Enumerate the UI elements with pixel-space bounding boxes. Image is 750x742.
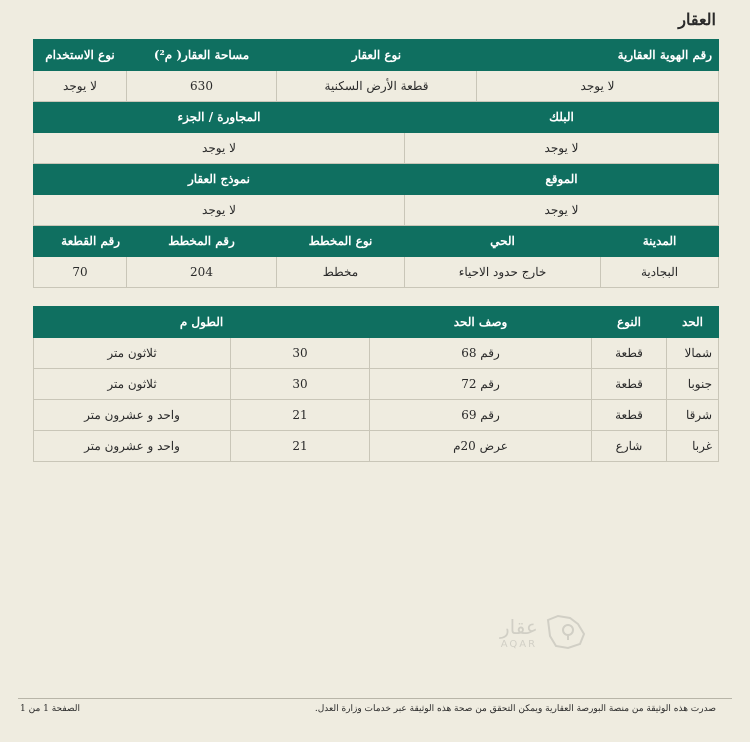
header-area: مساحة العقار( م²) xyxy=(127,40,277,71)
value-plan-type: مخطط xyxy=(277,257,405,288)
boundary-length: 21 xyxy=(231,431,370,462)
header-city: المدينة xyxy=(601,226,719,257)
boundary-length-text: واحد و عشرون متر xyxy=(34,431,231,462)
table-row xyxy=(34,369,719,400)
value-property-id: لا يوجد xyxy=(477,71,719,102)
table-row xyxy=(34,431,719,462)
watermark-english: AQAR xyxy=(500,638,538,650)
watermark-arabic: عقار xyxy=(500,614,538,639)
value-neighborhood-part: لا يوجد xyxy=(34,133,405,164)
header-property-type: نوع العقار xyxy=(277,40,477,71)
page-number: الصفحة 1 من 1 xyxy=(20,704,80,714)
property-table xyxy=(33,39,719,288)
value-property-type: قطعة الأرض السكنية xyxy=(277,71,477,102)
value-property-model: لا يوجد xyxy=(34,195,405,226)
boundary-length-text: ثلاثون متر xyxy=(34,338,231,369)
header-boundary-type: النوع xyxy=(592,307,667,338)
boundary-desc: رقم 69 xyxy=(370,400,592,431)
boundary-length-text: ثلاثون متر xyxy=(34,369,231,400)
header-location: الموقع xyxy=(405,164,719,195)
boundary-desc: رقم 68 xyxy=(370,338,592,369)
saudi-map-pin-icon xyxy=(544,612,588,652)
boundary-type: قطعة xyxy=(592,338,667,369)
header-boundary-desc: وصف الحد xyxy=(370,307,592,338)
value-district: خارج حدود الاحياء xyxy=(405,257,601,288)
boundary-type: قطعة xyxy=(592,400,667,431)
page-title: العقار xyxy=(678,10,716,29)
boundary-side: غربا xyxy=(667,431,719,462)
boundaries-table xyxy=(33,306,719,462)
header-boundary: الحد xyxy=(667,307,719,338)
boundary-desc: عرض 20م xyxy=(370,431,592,462)
footer-divider xyxy=(18,698,732,699)
boundary-side: جنوبا xyxy=(667,369,719,400)
value-plan-number: 204 xyxy=(127,257,277,288)
value-usage-type: لا يوجد xyxy=(34,71,127,102)
header-plot-number: رقم القطعة xyxy=(34,226,127,257)
aqar-watermark xyxy=(500,612,588,652)
value-block: لا يوجد xyxy=(405,133,719,164)
table-row xyxy=(34,338,719,369)
header-district: الحي xyxy=(405,226,601,257)
header-block: البلك xyxy=(405,102,719,133)
header-property-id: رقم الهوية العقارية xyxy=(477,40,719,71)
value-area: 630 xyxy=(127,71,277,102)
boundary-side: شمالا xyxy=(667,338,719,369)
header-plan-number: رقم المخطط xyxy=(127,226,277,257)
value-city: البجادية xyxy=(601,257,719,288)
boundary-desc: رقم 72 xyxy=(370,369,592,400)
header-plan-type: نوع المخطط xyxy=(277,226,405,257)
boundary-side: شرقا xyxy=(667,400,719,431)
footer-note: صدرت هذه الوثيقة من منصة البورصة العقارية ويمكن التحقق من صحة هذه الوثيقة عبر خدمات وزارة العدل. xyxy=(314,704,716,714)
header-neighborhood-part: المجاورة / الجزء xyxy=(34,102,405,133)
boundary-length: 21 xyxy=(231,400,370,431)
boundary-length-text: واحد و عشرون متر xyxy=(34,400,231,431)
boundary-length: 30 xyxy=(231,338,370,369)
boundary-type: شارع xyxy=(592,431,667,462)
table-row xyxy=(34,400,719,431)
boundary-length: 30 xyxy=(231,369,370,400)
header-usage-type: نوع الاستخدام xyxy=(34,40,127,71)
value-plot-number: 70 xyxy=(34,257,127,288)
boundary-type: قطعة xyxy=(592,369,667,400)
header-property-model: نموذج العقار xyxy=(34,164,405,195)
value-location: لا يوجد xyxy=(405,195,719,226)
header-length: الطول م xyxy=(34,307,370,338)
